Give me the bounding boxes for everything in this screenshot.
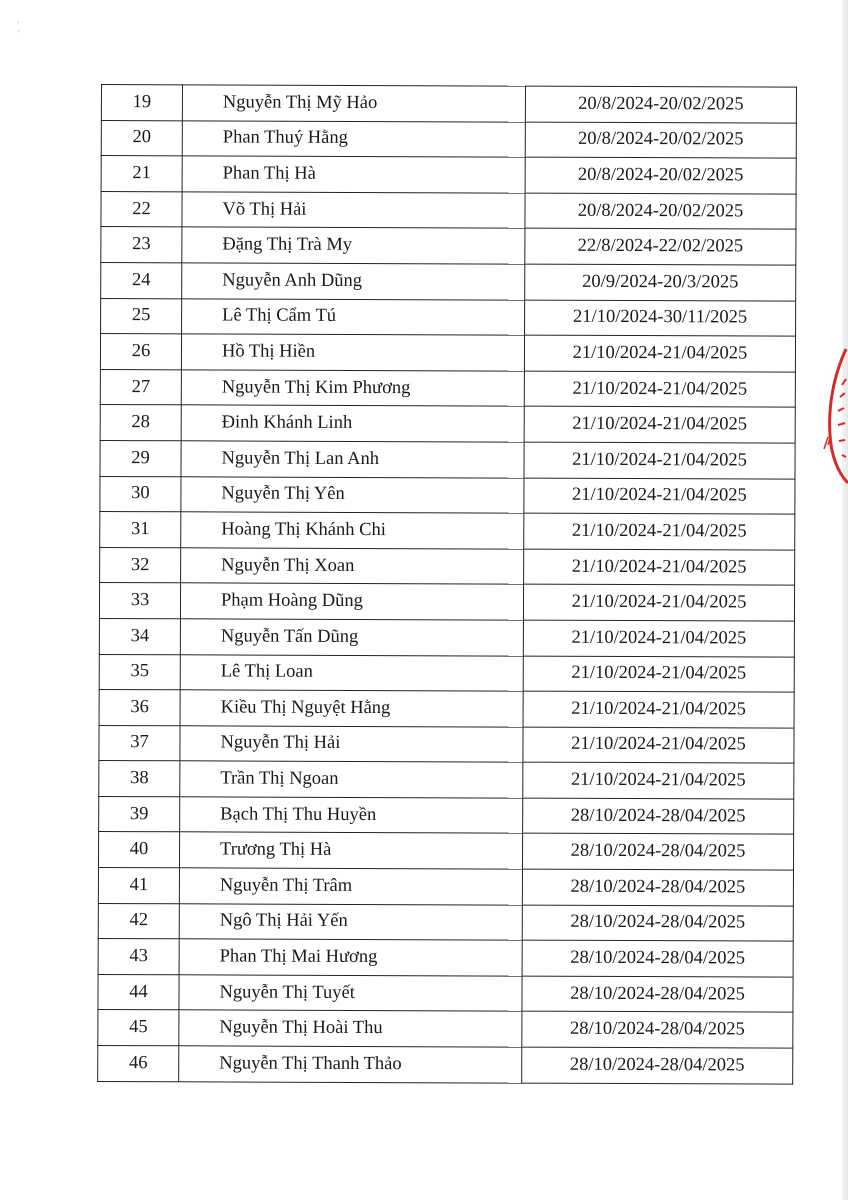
date-range: 20/9/2024-20/3/2025 <box>525 264 796 301</box>
table-row <box>98 832 793 870</box>
person-name: Lê Thị Loan <box>180 654 523 691</box>
date-range: 20/8/2024-20/02/2025 <box>525 86 796 123</box>
person-name: Nguyễn Thị Xoan <box>181 548 524 585</box>
person-name: Trần Thị Ngoan <box>180 761 523 798</box>
page-edge <box>842 0 848 1200</box>
row-number: 32 <box>100 547 181 583</box>
person-name: Ngô Thị Hải Yến <box>179 903 522 940</box>
date-range: 28/10/2024-28/04/2025 <box>522 940 793 977</box>
date-range: 21/10/2024-21/04/2025 <box>523 762 794 799</box>
row-number: 41 <box>98 868 179 904</box>
table-row <box>100 547 795 585</box>
date-range: 21/10/2024-21/04/2025 <box>523 584 794 621</box>
table-row <box>101 120 796 158</box>
date-range: 21/10/2024-21/04/2025 <box>524 442 795 479</box>
row-number: 31 <box>100 512 181 548</box>
person-name: Phan Thị Hà <box>182 156 525 193</box>
row-number: 42 <box>98 903 179 939</box>
row-number: 24 <box>101 262 182 298</box>
table-row <box>99 618 794 656</box>
table-row <box>99 796 794 834</box>
row-number: 37 <box>99 725 180 761</box>
red-seal-fragment <box>818 345 848 485</box>
table-row <box>98 868 793 906</box>
person-name: Phạm Hoàng Dũng <box>180 583 523 620</box>
table-row <box>100 405 795 443</box>
table-row <box>99 690 794 728</box>
table-row <box>98 1010 793 1048</box>
date-range: 21/10/2024-21/04/2025 <box>523 727 794 764</box>
row-number: 46 <box>98 1046 179 1082</box>
table-row <box>101 191 796 229</box>
person-name: Nguyễn Thị Mỹ Hảo <box>182 85 525 122</box>
table-row <box>101 227 796 265</box>
date-range: 21/10/2024-21/04/2025 <box>524 513 795 550</box>
date-range: 22/8/2024-22/02/2025 <box>525 229 796 266</box>
person-name: Nguyễn Thị Tuyết <box>179 975 522 1012</box>
person-name: Võ Thị Hải <box>182 192 525 229</box>
row-number: 29 <box>100 440 181 476</box>
roster-table <box>97 84 797 1084</box>
date-range: 21/10/2024-21/04/2025 <box>523 656 794 693</box>
table-row <box>98 939 793 977</box>
table-row <box>101 85 796 123</box>
date-range: 21/10/2024-21/04/2025 <box>524 478 795 515</box>
corner-marks: ' ' <box>18 20 42 38</box>
date-range: 21/10/2024-21/04/2025 <box>523 691 794 728</box>
date-range: 21/10/2024-21/04/2025 <box>523 620 794 657</box>
table-row <box>99 725 794 763</box>
person-name: Nguyễn Thị Lan Anh <box>181 441 524 478</box>
person-name: Nguyễn Thị Thanh Thảo <box>179 1046 522 1083</box>
person-name: Phan Thuý Hằng <box>182 120 525 157</box>
person-name: Nguyễn Thị Hoài Thu <box>179 1010 522 1047</box>
person-name: Đinh Khánh Linh <box>181 405 524 442</box>
person-name: Nguyễn Tấn Dũng <box>180 619 523 656</box>
table-row <box>100 476 795 514</box>
row-number: 35 <box>99 654 180 690</box>
row-number: 39 <box>99 796 180 832</box>
table-row <box>100 512 795 550</box>
row-number: 45 <box>98 1010 179 1046</box>
person-name: Nguyễn Thị Hải <box>180 725 523 762</box>
row-number: 43 <box>98 939 179 975</box>
row-number: 36 <box>99 690 180 726</box>
row-number: 30 <box>100 476 181 512</box>
date-range: 28/10/2024-28/04/2025 <box>522 976 793 1013</box>
row-number: 40 <box>98 832 179 868</box>
table-row <box>99 654 794 692</box>
person-name: Bạch Thị Thu Huyền <box>180 797 523 834</box>
row-number: 21 <box>101 156 182 192</box>
person-name: Hồ Thị Hiền <box>181 334 524 371</box>
person-name: Lê Thị Cẩm Tú <box>182 298 525 335</box>
person-name: Hoàng Thị Khánh Chi <box>181 512 524 549</box>
table-row <box>98 974 793 1012</box>
person-name: Đặng Thị Trà My <box>182 227 525 264</box>
date-range: 28/10/2024-28/04/2025 <box>522 905 793 942</box>
date-range: 21/10/2024-21/04/2025 <box>524 406 795 443</box>
row-number: 25 <box>101 298 182 334</box>
date-range: 20/8/2024-20/02/2025 <box>525 122 796 159</box>
row-number: 23 <box>101 227 182 263</box>
table-row <box>98 1046 793 1084</box>
table-row <box>99 761 794 799</box>
date-range: 28/10/2024-28/04/2025 <box>522 834 793 871</box>
roster-body <box>98 85 797 1084</box>
table-row <box>100 440 795 478</box>
date-range: 28/10/2024-28/04/2025 <box>522 1047 793 1084</box>
person-name: Nguyễn Thị Kim Phương <box>181 370 524 407</box>
table-row <box>99 583 794 621</box>
row-number: 20 <box>101 120 182 156</box>
table-row <box>100 334 795 372</box>
table-row <box>101 156 796 194</box>
date-range: 21/10/2024-21/04/2025 <box>524 371 795 408</box>
row-number: 26 <box>100 334 181 370</box>
row-number: 38 <box>99 761 180 797</box>
table-row <box>98 903 793 941</box>
row-number: 28 <box>100 405 181 441</box>
date-range: 28/10/2024-28/04/2025 <box>523 798 794 835</box>
date-range: 28/10/2024-28/04/2025 <box>522 869 793 906</box>
table-row <box>100 369 795 407</box>
table-row <box>101 262 796 300</box>
date-range: 21/10/2024-21/04/2025 <box>524 549 795 586</box>
row-number: 33 <box>99 583 180 619</box>
row-number: 34 <box>99 618 180 654</box>
date-range: 21/10/2024-30/11/2025 <box>525 300 796 337</box>
date-range: 21/10/2024-21/04/2025 <box>524 335 795 372</box>
person-name: Phan Thị Mai Hương <box>179 939 522 976</box>
date-range: 20/8/2024-20/02/2025 <box>525 157 796 194</box>
row-number: 19 <box>101 85 182 121</box>
date-range: 28/10/2024-28/04/2025 <box>522 1012 793 1049</box>
person-name: Nguyễn Thị Yên <box>181 476 524 513</box>
person-name: Nguyễn Thị Trâm <box>179 868 522 905</box>
person-name: Nguyễn Anh Dũng <box>182 263 525 300</box>
row-number: 22 <box>101 191 182 227</box>
person-name: Kiều Thị Nguyệt Hằng <box>180 690 523 727</box>
person-name: Trương Thị Hà <box>179 832 522 869</box>
row-number: 44 <box>98 974 179 1010</box>
date-range: 20/8/2024-20/02/2025 <box>525 193 796 230</box>
row-number: 27 <box>100 369 181 405</box>
table-row <box>101 298 796 336</box>
